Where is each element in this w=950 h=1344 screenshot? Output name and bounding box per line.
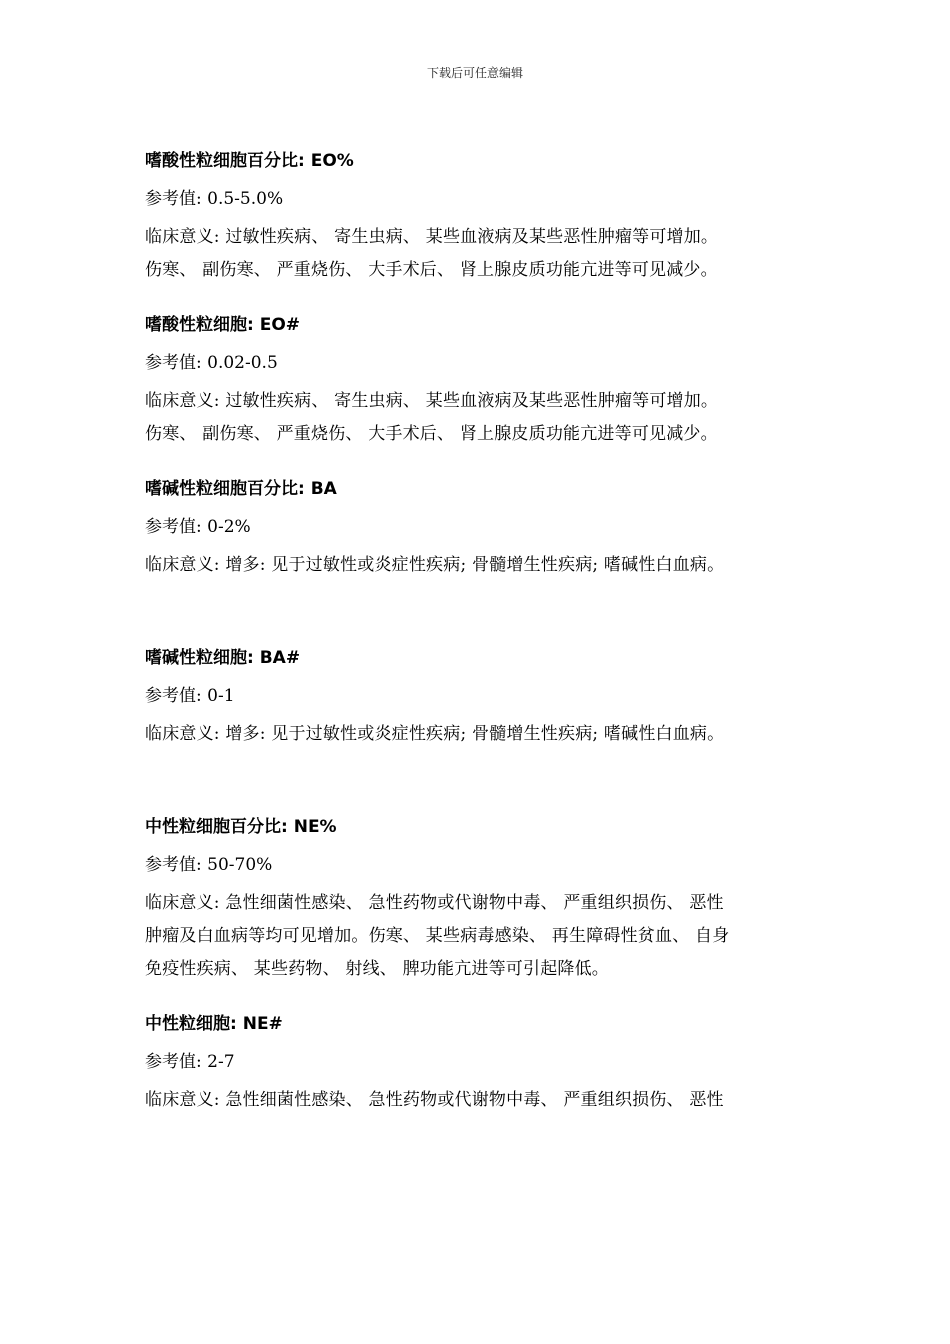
section-title: 中性粒细胞: NE# <box>145 1014 283 1034</box>
text-line: 免疫性疾病、 某些药物、 射线、 脾功能亢进等可引起降低。 <box>145 959 610 979</box>
text-line: 临床意义: 急性细菌性感染、 急性药物或代谢物中毒、 严重组织损伤、 恶性 <box>145 893 724 913</box>
reference-value: 参考值: 0-1 <box>145 686 235 706</box>
section-title: 嗜酸性粒细胞百分比: EO% <box>145 151 354 171</box>
text-line: 伤寒、 副伤寒、 严重烧伤、 大手术后、 肾上腺皮质功能亢进等可见减少。 <box>145 424 718 444</box>
section-eo-count <box>145 312 825 454</box>
document-content <box>145 148 825 1120</box>
text-line: 临床意义: 增多: 见于过敏性或炎症性疾病; 骨髓增生性疾病; 嗜碱性白血病。 <box>145 724 725 744</box>
reference-value: 参考值: 0.02-0.5 <box>145 353 278 373</box>
text-line: 临床意义: 过敏性疾病、 寄生虫病、 某些血液病及某些恶性肿瘤等可增加。 <box>145 391 719 411</box>
reference-value: 参考值: 50-70% <box>145 855 273 875</box>
clinical-significance <box>145 217 825 290</box>
clinical-significance <box>145 714 825 754</box>
section-title: 嗜碱性粒细胞百分比: BA <box>145 479 337 499</box>
section-ba-percent <box>145 476 825 585</box>
section-ne-count <box>145 1011 825 1120</box>
text-line: 临床意义: 急性细菌性感染、 急性药物或代谢物中毒、 严重组织损伤、 恶性 <box>145 1090 724 1110</box>
section-title: 嗜碱性粒细胞: BA# <box>145 648 301 668</box>
clinical-significance <box>145 883 825 989</box>
section-title: 嗜酸性粒细胞: EO# <box>145 315 301 335</box>
page-header: 下载后可任意编辑 <box>426 66 523 80</box>
section-title: 中性粒细胞百分比: NE% <box>145 817 337 837</box>
text-line: 肿瘤及白血病等均可见增加。伤寒、 某些病毒感染、 再生障碍性贫血、 自身 <box>145 926 730 946</box>
reference-value: 参考值: 0.5-5.0% <box>145 189 284 209</box>
clinical-significance <box>145 1080 825 1120</box>
reference-value: 参考值: 2-7 <box>145 1052 235 1072</box>
section-eo-percent <box>145 148 825 290</box>
reference-value: 参考值: 0-2% <box>145 517 251 537</box>
section-ne-percent <box>145 814 825 989</box>
text-line: 临床意义: 增多: 见于过敏性或炎症性疾病; 骨髓增生性疾病; 嗜碱性白血病。 <box>145 555 725 575</box>
text-line: 临床意义: 过敏性疾病、 寄生虫病、 某些血液病及某些恶性肿瘤等可增加。 <box>145 227 719 247</box>
text-line: 伤寒、 副伤寒、 严重烧伤、 大手术后、 肾上腺皮质功能亢进等可见减少。 <box>145 260 718 280</box>
clinical-significance <box>145 381 825 454</box>
clinical-significance <box>145 545 825 585</box>
section-ba-count <box>145 645 825 754</box>
